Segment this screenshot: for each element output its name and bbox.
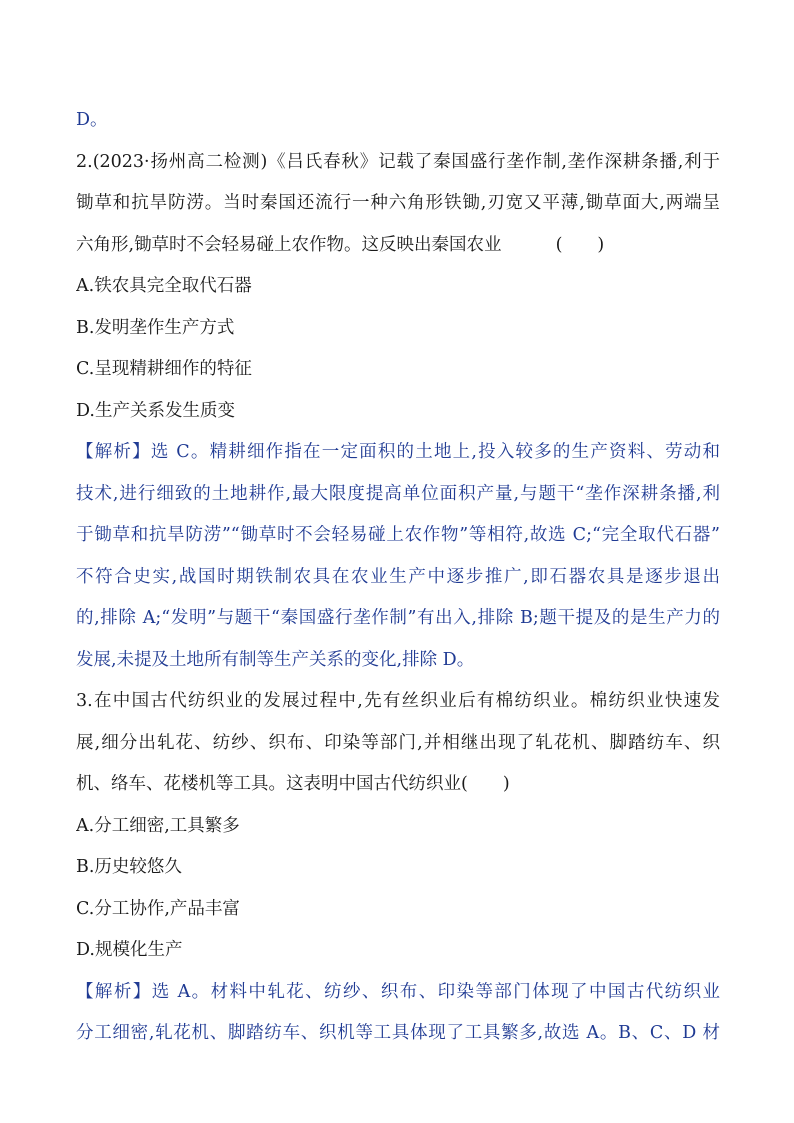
analysis-tag: 【解析】	[76, 981, 152, 1002]
question-3-stem-text: 机、络车、花楼机等工具。这表明中国古代纺织业	[76, 774, 461, 794]
analysis-line: 技术,进行细致的土地耕作,最大限度提高单位面积产量,与题干“垄作深耕条播,利	[76, 483, 720, 504]
option-c: C.呈现精耕细作的特征	[76, 359, 252, 379]
question-3	[76, 681, 720, 1055]
answer-blank: ( )	[461, 774, 510, 794]
option-b: B.历史较悠久	[76, 857, 182, 877]
question-2-stem-line: 2.(2023·扬州高二检测)《吕氏春秋》记载了秦国盛行垄作制,垄作深耕条播,利于	[76, 151, 720, 172]
option-a: A.分工细密,工具繁多	[76, 815, 240, 836]
question-3-stem-line	[76, 764, 720, 806]
document-page	[76, 100, 720, 1055]
question-2-stem-line: 锄草和抗旱防涝。当时秦国还流行一种六角形铁锄,刃宽又平薄,锄草面大,两端呈	[76, 193, 720, 213]
question-2-stem-line	[76, 225, 720, 267]
analysis-line: 的,排除 A;“发明”与题干“秦国盛行垄作制”有出入,排除 B;题干提及的是生产力的	[76, 608, 720, 628]
analysis-line: 分工细密,轧花机、脚踏纺车、织机等工具体现了工具繁多,故选 A。B、C、D 材	[76, 1023, 720, 1043]
analysis-line: 于锄草和抗旱防涝”“锄草时不会轻易碰上农作物”等相符,故选 C;“完全取代石器”	[76, 525, 720, 545]
question-2-stem-text: 六角形,锄草时不会轻易碰上农作物。这反映出秦国农业	[76, 234, 502, 255]
question-2	[76, 142, 720, 682]
option-b: B.发明垄作生产方式	[76, 317, 235, 338]
option-d: D.规模化生产	[76, 940, 183, 960]
analysis-line: 发展,未提及土地所有制等生产关系的变化,排除 D。	[76, 649, 475, 670]
analysis-line	[76, 432, 720, 474]
analysis-text: 选 A。材料中轧花、纺纱、织布、印染等部门体现了中国古代纺织业	[151, 981, 720, 1002]
question-3-stem-line: 展,细分出轧花、纺纱、织布、印染等部门,并相继出现了轧花机、脚踏纺车、织	[76, 732, 720, 753]
question-3-stem-line: 3.在中国古代纺织业的发展过程中,先有丝织业后有棉纺织业。棉纺织业快速发	[76, 691, 720, 711]
analysis-tag: 【解析】	[76, 442, 151, 462]
option-d: D.生产关系发生质变	[76, 400, 235, 421]
question-1-answer-tail: D。	[76, 110, 108, 130]
analysis-line	[76, 972, 720, 1014]
analysis-line: 不符合史实,战国时期铁制农具在农业生产中逐步推广,即石器农具是逐步退出	[76, 566, 720, 587]
option-c: C.分工协作,产品丰富	[76, 898, 240, 919]
option-a: A.铁农具完全取代石器	[76, 276, 252, 296]
analysis-text: 选 C。精耕细作指在一定面积的土地上,投入较多的生产资料、劳动和	[150, 442, 720, 462]
answer-blank: ( )	[555, 234, 605, 255]
